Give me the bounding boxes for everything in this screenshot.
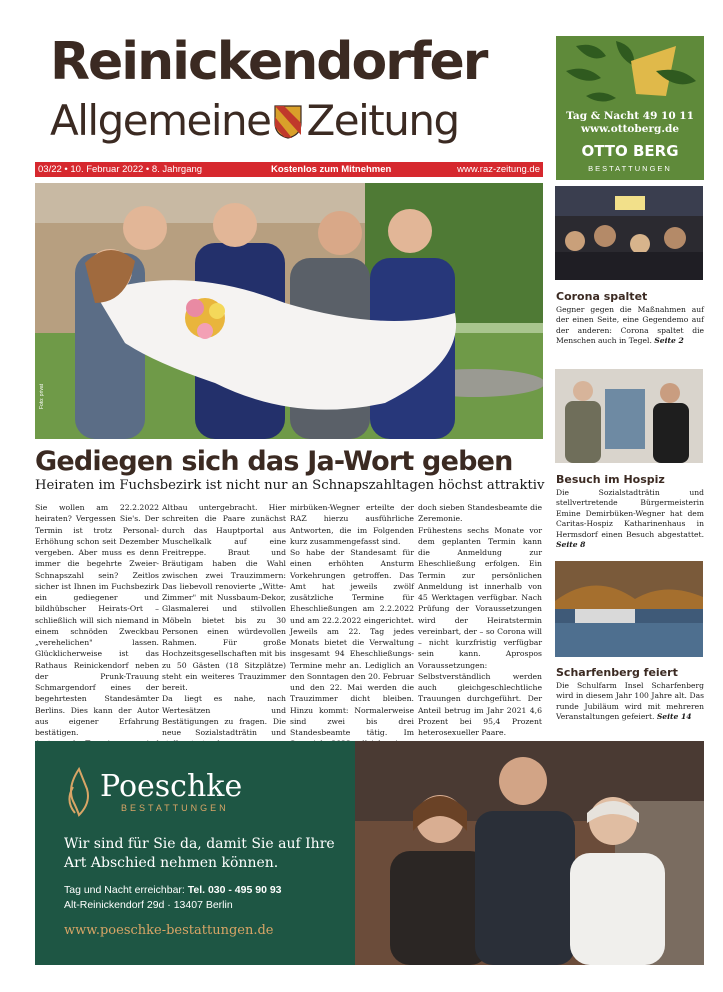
leaf-illustration (556, 36, 704, 110)
sidebar-body-hospiz: Die Sozialstadträtin und stellvertretende Bürgermeisterin Emine Demirbüken-Wegner hat dem Caritas-Hospiz Katharinenhaus in Hermsdorf einen Besuch abgestattet. (556, 488, 704, 539)
sidebar-page-hospiz[interactable]: Seite 8 (556, 540, 586, 550)
flame-icon (65, 767, 93, 817)
free-label: Kostenlos zum Mitnehmen (271, 164, 392, 175)
team-scene (355, 741, 704, 965)
ad-phone: Tag & Nacht 49 10 11 (566, 110, 694, 122)
scharfenberg-photo (555, 561, 703, 657)
sidebar-text-hospiz (556, 488, 704, 550)
poeschke-ad[interactable] (35, 741, 704, 965)
wedding-photo (35, 183, 543, 439)
corona-scene (555, 186, 703, 280)
main-subhead: Heiraten im Fuchsbezirk ist nicht nur an Schnapszahltagen höchst attraktiv (35, 478, 545, 493)
poeschke-team-photo (355, 741, 704, 965)
article-column-3: mirbüken-Wegner erteilte der RAZ hierzu ausführliche Antworten, die im Folgenden kurz zusammengefasst sind. So habe der Standesamt für einen erhöhten Ansturm Vorkehrungen getroffen. Das Amt hat jeweils zwölf zusätzliche Termine für Eheschließungen am 2.2.2022 und am 22.2.2022 eingerichtet. Jeweils am 22. Tag jedes Monats bietet die Verwaltung insgesamt 94 Eheschließungs-Termine mehr an. Lediglich an den Sonntagen den 20. Februar und den 22. Mai werden die Trauzimmer dicht bleiben. Hinzu kommt: Normalerweise sind zwei bis drei Standesbeamte tätig. Im (290, 503, 415, 737)
sidebar-page-corona[interactable]: Seite 2 (654, 336, 684, 346)
contact-address: Alt-Reinickendorf 29d · 13407 Berlin (64, 899, 233, 911)
article-column-2: Altbau untergebracht. Hier schreiten die Paare zunächst durch das Hauptportal aus Muschelkalk auf eine Freitreppe. Braut und Bräutigam haben die Wahl zwischen zwei Trauzimmern: Das liebevoll renovierte „Witte-Zimmer" mit Nussbaum-Dekor, Glasmalerei und stilvollen Möbeln bietet bis zu 30 Personen einen würdevollen Rahmen. Für große Hochzeitsgesellschaften mit bis zu 50 Gästen (18 Sitzplätze) steht ein weiteres Trauzimmer bereit. Da liegt es nahe, nach Wertesätzen und Bestätigungen zu fragen. Die neue Sozialstadträtin und (162, 503, 286, 737)
sidebar-text-scharfenberg (556, 681, 704, 723)
poeschke-sub: BESTATTUNGEN (121, 803, 229, 813)
sidebar-body-scharfenberg: Die Schulfarm Insel Scharfenberg wird in diesem Jahr 100 Jahre alt. Das runde Jubiläum wird mit mehreren Veranstaltungen gefeiert. (556, 681, 704, 722)
contact-phone[interactable]: Tel. 030 - 495 90 93 (187, 884, 282, 896)
masthead-allgemeine: Allgemeine (50, 96, 271, 145)
issue-info: 03/22 • 10. Februar 2022 • 8. Jahrgang (38, 164, 203, 175)
sidebar-page-scharfenberg[interactable]: Seite 14 (656, 712, 692, 722)
main-headline: Gediegen sich das Ja-Wort geben (35, 446, 513, 477)
poeschke-brand: Poeschke (100, 769, 243, 804)
sidebar-title-scharfenberg[interactable]: Scharfenberg feiert (556, 666, 678, 679)
crest-icon (274, 105, 302, 139)
sidebar-body-corona: Gegner gegen die Maßnahmen auf der einen Seite, eine Gegendemo auf der anderen: Corona spaltet die Menschen auch in Tegel. (556, 305, 704, 346)
hospiz-photo (555, 369, 703, 463)
sidebar-text-corona (556, 305, 704, 347)
corona-photo (555, 186, 703, 280)
poeschke-contact (64, 883, 282, 913)
issue-band (35, 162, 543, 177)
article-column-4-text: doch sieben Standesbeamte die Zeremonie. Frühestens sechs Monate vor dem geplanten Termin kann die Anmeldung zur Eheschließung erfolgen. Ein Termin zur persönlichen Anmeldung ist innerhalb von 45 Werktagen verfügbar. Nach Prüfung der Voraussetzungen wird der Heiratstermin vereinbart, der – so Corona will – nicht kurzfristig verfügbar sein kann. Aprospos Voraussetzungen: Selbstverständlich werden auch gleichgeschlechtliche Trauungen durchgeführt. Der Anteil betrug im Jahr 2021 4,6 Prozent bei 95,4 Prozent heterosexueller Paare. (418, 503, 542, 737)
otto-berg-logo: OTTO BERG (581, 142, 679, 160)
poeschke-website[interactable]: www.poeschke-bestattungen.de (64, 923, 274, 938)
sidebar-title-hospiz[interactable]: Besuch im Hospiz (556, 473, 665, 486)
otto-berg-sub: BESTATTUNGEN (588, 164, 672, 173)
wedding-scene (35, 183, 543, 439)
poeschke-slogan: Wir sind für Sie da, damit Sie auf Ihre Art Abschied nehmen können. (64, 836, 335, 871)
ad-url: www.ottoberg.de (581, 123, 679, 135)
masthead-zeitung: Zeitung (306, 96, 459, 145)
contact-lead: Tag und Nacht erreichbar: (64, 884, 188, 896)
sidebar-title-corona[interactable]: Corona spaltet (556, 290, 648, 303)
scharfenberg-scene (555, 561, 703, 657)
article-column-4 (418, 502, 542, 752)
hospiz-scene (555, 369, 703, 463)
photo-credit: Foto: privat (39, 383, 45, 409)
masthead-subtitle (50, 96, 459, 146)
article-column-1: Sie wollen am 22.2.2022 heiraten? Vergessen Sie's. Der Termin ist trotz Personal-Erhöhung schon seit Dezember vergeben. Aber muss es denn immer die begehrte Zweier-Schnapszahl sein? Zeitlos sicher ist Ihnen im Fuchsbezirk ein gediegener und bildhübscher Heirats-Ort – schließlich will sich niemand in einem schnöden Zweckbau „verehelichen" lassen. Glücklicherweise ist das Rathaus Reinickendorf neben der Prunk-Trauung Schmargendorf eines der begehrtesten Standesämter Berlins. Dies kann der Autor aus eigener Erfahrung bestätigen. (35, 503, 159, 737)
website-link[interactable]: www.raz-zeitung.de (457, 164, 540, 175)
otto-berg-ad[interactable] (556, 36, 704, 180)
masthead-title: Reinickendorfer (50, 32, 487, 92)
